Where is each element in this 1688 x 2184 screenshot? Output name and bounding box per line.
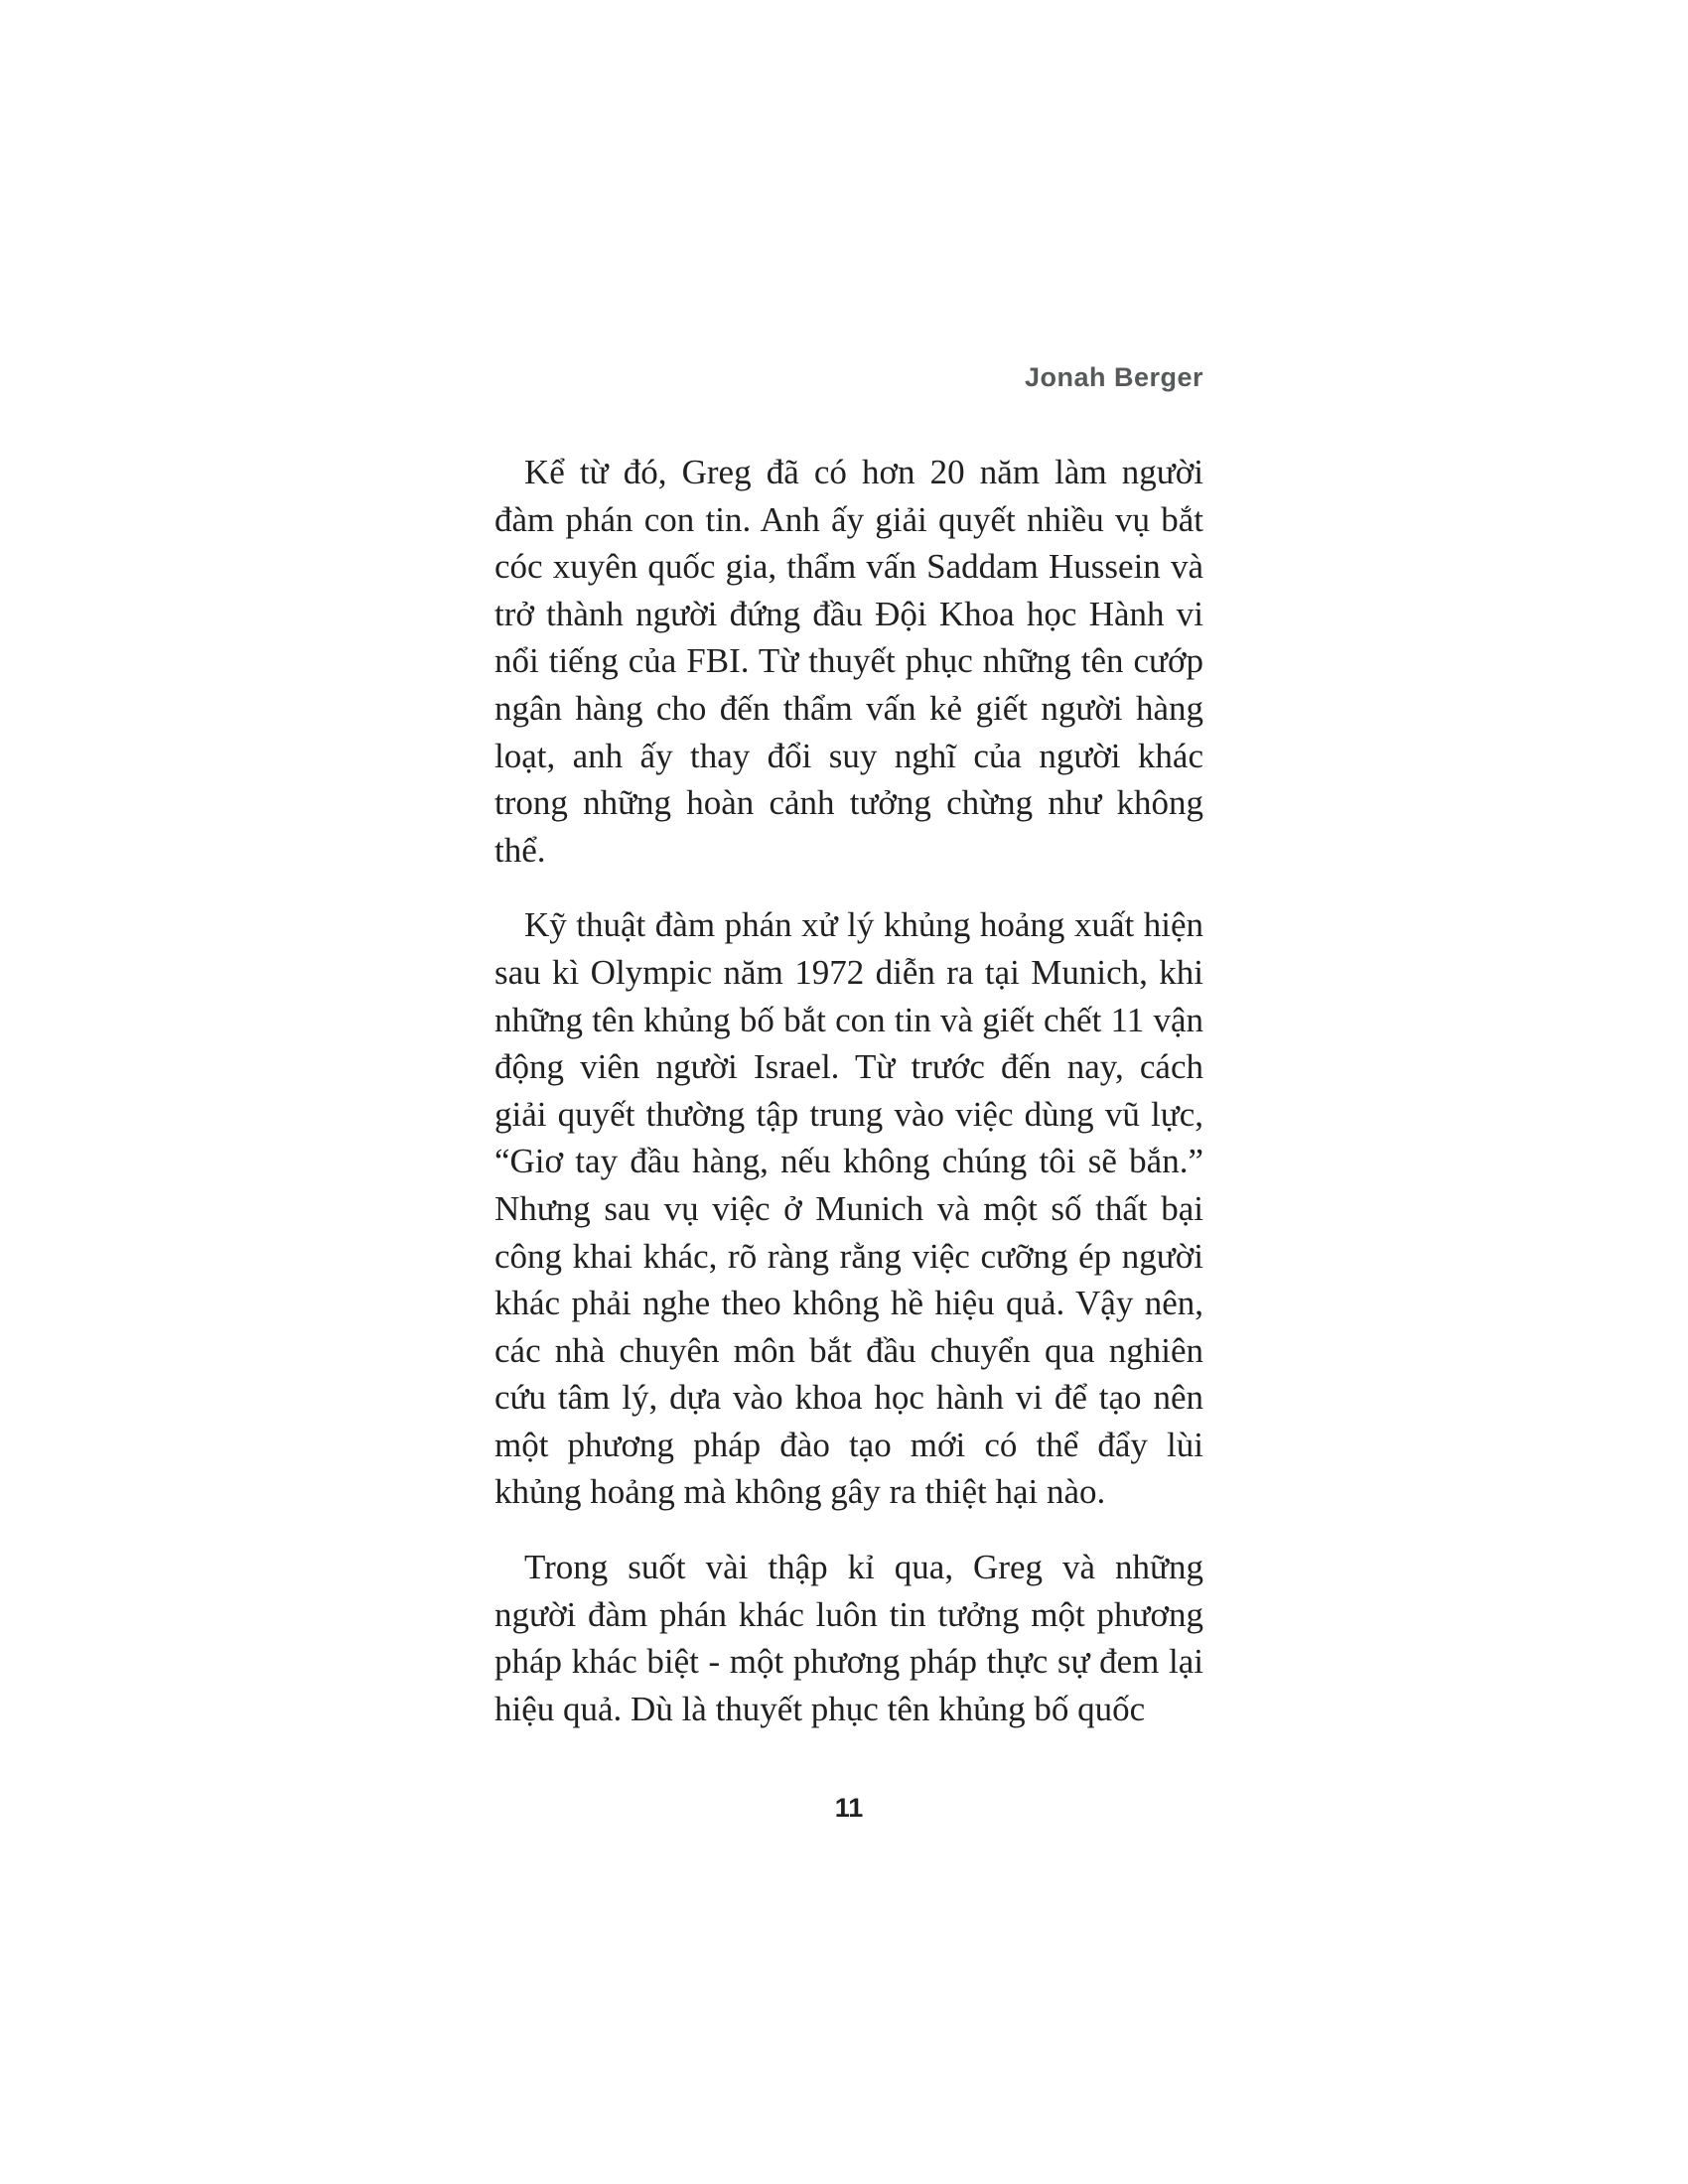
paragraph: Trong suốt vài thập kỉ qua, Greg và những người đàm phán khác luôn tin tưởng một phương pháp khác biệt - một phương pháp thực sự đem lại hiệu quả. Dù là thuyết phục tên khủng bố quốc xyxy=(494,1548,1203,1728)
body-text xyxy=(494,449,1203,1760)
page-number: 11 xyxy=(834,1793,864,1823)
running-header-author: Jonah Berger xyxy=(1024,362,1203,392)
paragraph: Kỹ thuật đàm phán xử lý khủng hoảng xuất hiện sau kì Olympic năm 1972 diễn ra tại Munich, khi những tên khủng bố bắt con tin và giết chết 11 vận động viên người Israel. Từ trước đến nay, cách giải quyết thường tập trung vào việc dùng vũ lực, “Giơ tay đầu hàng, nếu không chúng tôi sẽ bắn.” Nhưng sau vụ việc ở Munich và một số thất bại công khai khác, rõ ràng rằng việc cưỡng ép người khác phải nghe theo không hề hiệu quả. Vậy nên, các nhà chuyên môn bắt đầu chuyển qua nghiên cứu tâm lý, dựa vào khoa học hành vi để tạo nên một phương pháp đào tạo mới có thể đẩy lùi khủng hoảng mà không gây ra thiệt hại nào. xyxy=(494,905,1203,1512)
paragraph: Kể từ đó, Greg đã có hơn 20 năm làm người đàm phán con tin. Anh ấy giải quyết nhiều vụ bắt cóc xuyên quốc gia, thẩm vấn Saddam Hussein và trở thành người đứng đầu Đội Khoa học Hành vi nổi tiếng của FBI. Từ thuyết phục những tên cướp ngân hàng cho đến thẩm vấn kẻ giết người hàng loạt, anh ấy thay đổi suy nghĩ của người khác trong những hoàn cảnh tưởng chừng như không thể. xyxy=(494,453,1203,870)
